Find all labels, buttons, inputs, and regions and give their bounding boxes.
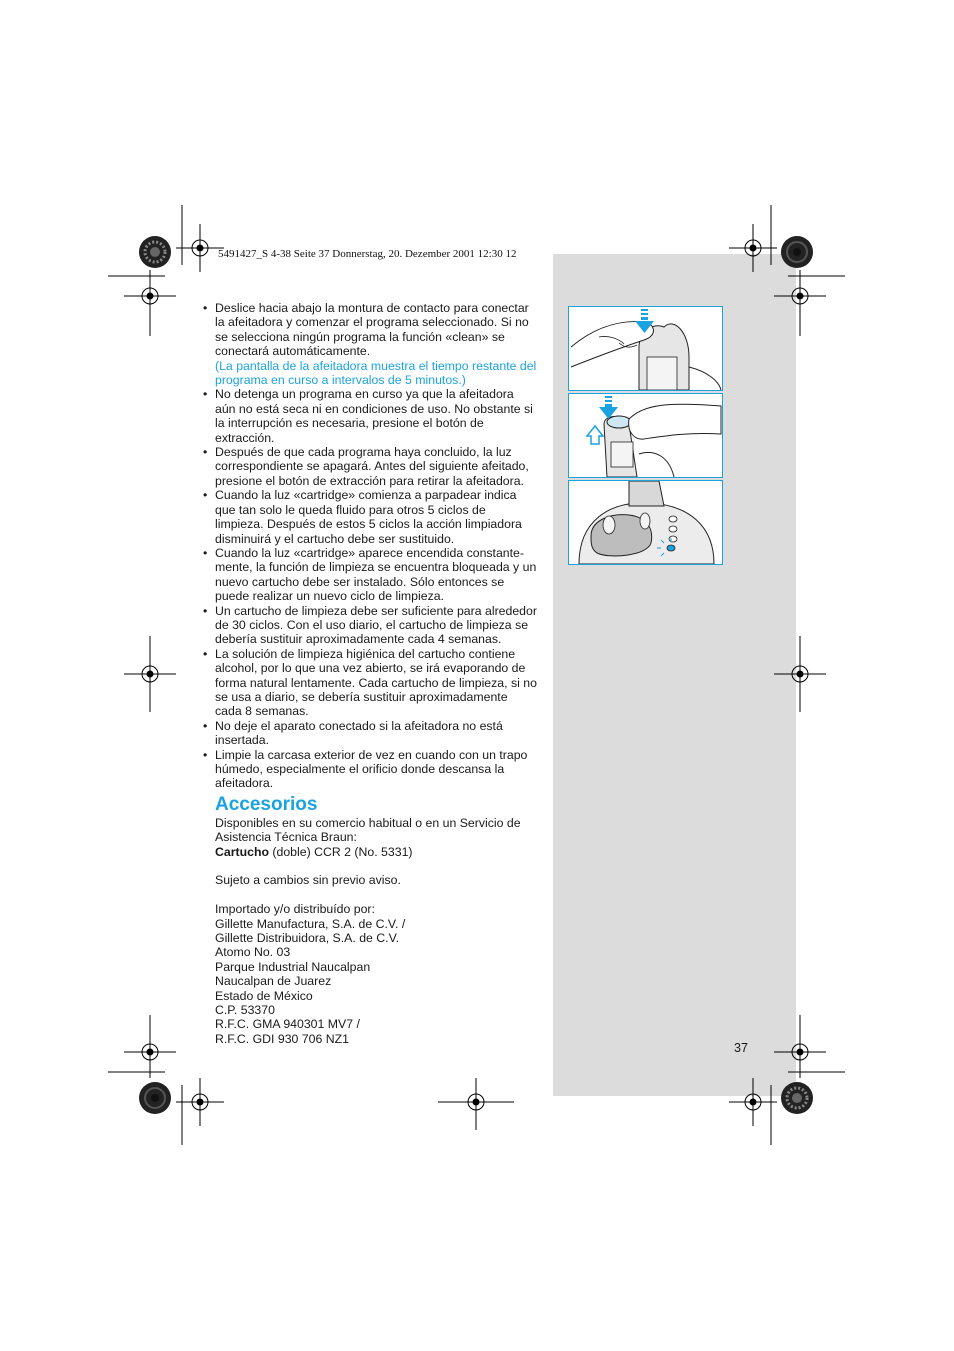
importer-block [215,902,537,1046]
list-item [215,647,537,719]
list-item-text: La solución de limpieza higiénica del cartucho contiene alcohol, por lo que una vez abierto, se irá evaporando de forma natural lentamente. Cada cartucho de limpieza, si no se usa a diario, se debería sustituir aproximadamente cada 8 semanas. [215,646,537,719]
importer-line: Parque Industrial Naucalpan [215,959,371,974]
importer-line: Gillette Distribuidora, S.A. de C.V. [215,931,400,946]
importer-line: Importado y/o distribuído por: [215,902,375,917]
print-header: 5491427_S 4-38 Seite 37 Donnerstag, 20. Dezember 2001 12:30 12 [218,248,517,260]
main-text-column [215,301,537,1046]
cartridge-label: Cartucho [215,844,269,859]
section-title-accesorios: Accesorios [215,793,318,815]
list-item [215,604,537,647]
list-item [215,748,537,791]
notice-text: Sujeto a cambios sin previo aviso. [215,873,401,888]
importer-line: R.F.C. GMA 940301 MV7 / [215,1017,360,1032]
list-item-text: Cuando la luz «cartridge» aparece encendida constante-mente, la función de limpieza se encuentra bloqueada y un nuevo cartucho debe ser instalado. Sólo entonces se puede realizar un nuevo ciclo de limpieza. [215,545,537,604]
instruction-list [215,301,537,791]
list-item-text: Cuando la luz «cartridge» comienza a parpadear indica que tan solo le queda fluido para otros 5 ciclos de limpieza. Después de estos 5 ciclos la acción limpiadora disminuirá y el cartucho debe ser sustituido. [215,488,522,546]
list-item [215,546,537,604]
list-item-text: No deje el aparato conectado si la afeitadora no está insertada. [215,718,503,748]
list-item-text: Limpie la carcasa exterior de vez en cuando con un trapo húmedo, especialmente el orificio donde descansa la afeitadora. [215,747,528,791]
illustration-cleaning-station [568,480,723,565]
accessories-intro: Disponibles en su comercio habitual o en un Servicio de Asistencia Técnica Braun: [215,815,521,845]
page-number: 37 [734,1041,748,1055]
list-item [215,387,537,445]
list-item [215,445,537,488]
illustration-press-down [568,306,723,391]
list-item-text: No detenga un programa en curso ya que la afeitadora aún no está seca ni en condiciones de uso. No obstante si la interrupción es necesaria, presione el botón de extracción. [215,387,533,445]
list-item-note: (La pantalla de la afeitadora muestra el tiempo restante del programa en curso a intervalos de 5 minutos.) [215,358,537,388]
list-item [215,488,537,546]
importer-line: Naucalpan de Juarez [215,974,332,989]
illustration-release-button [568,393,723,478]
list-item [215,719,537,748]
importer-line: Estado de México [215,988,313,1003]
importer-line: Gillette Manufactura, S.A. de C.V. / [215,916,406,931]
cartridge-line [215,845,537,859]
importer-line: R.F.C. GDI 930 706 NZ1 [215,1031,349,1046]
cartridge-details: (doble) CCR 2 (No. 5331) [268,844,413,859]
list-item-text: Después de que cada programa haya concluido, la luz correspondiente se apagará. Antes del siguiente afeitado, presione el botón de extracción para retirar la afeitadora. [215,445,529,488]
list-item [215,301,537,387]
list-item-text: Deslice hacia abajo la montura de contacto para conectar la afeitadora y comenzar el programa seleccionado. Si no se selecciona ningún programa la función «clean» se conectará automáticamente. [215,301,529,359]
list-item-text: Un cartucho de limpieza debe ser suficiente para alrededor de 30 ciclos. Con el uso diario, el cartucho de limpieza se debería sustituir aproximadamente cada 4 semanas. [215,603,537,647]
importer-line: C.P. 53370 [215,1003,275,1018]
importer-line: Atomo No. 03 [215,945,291,960]
